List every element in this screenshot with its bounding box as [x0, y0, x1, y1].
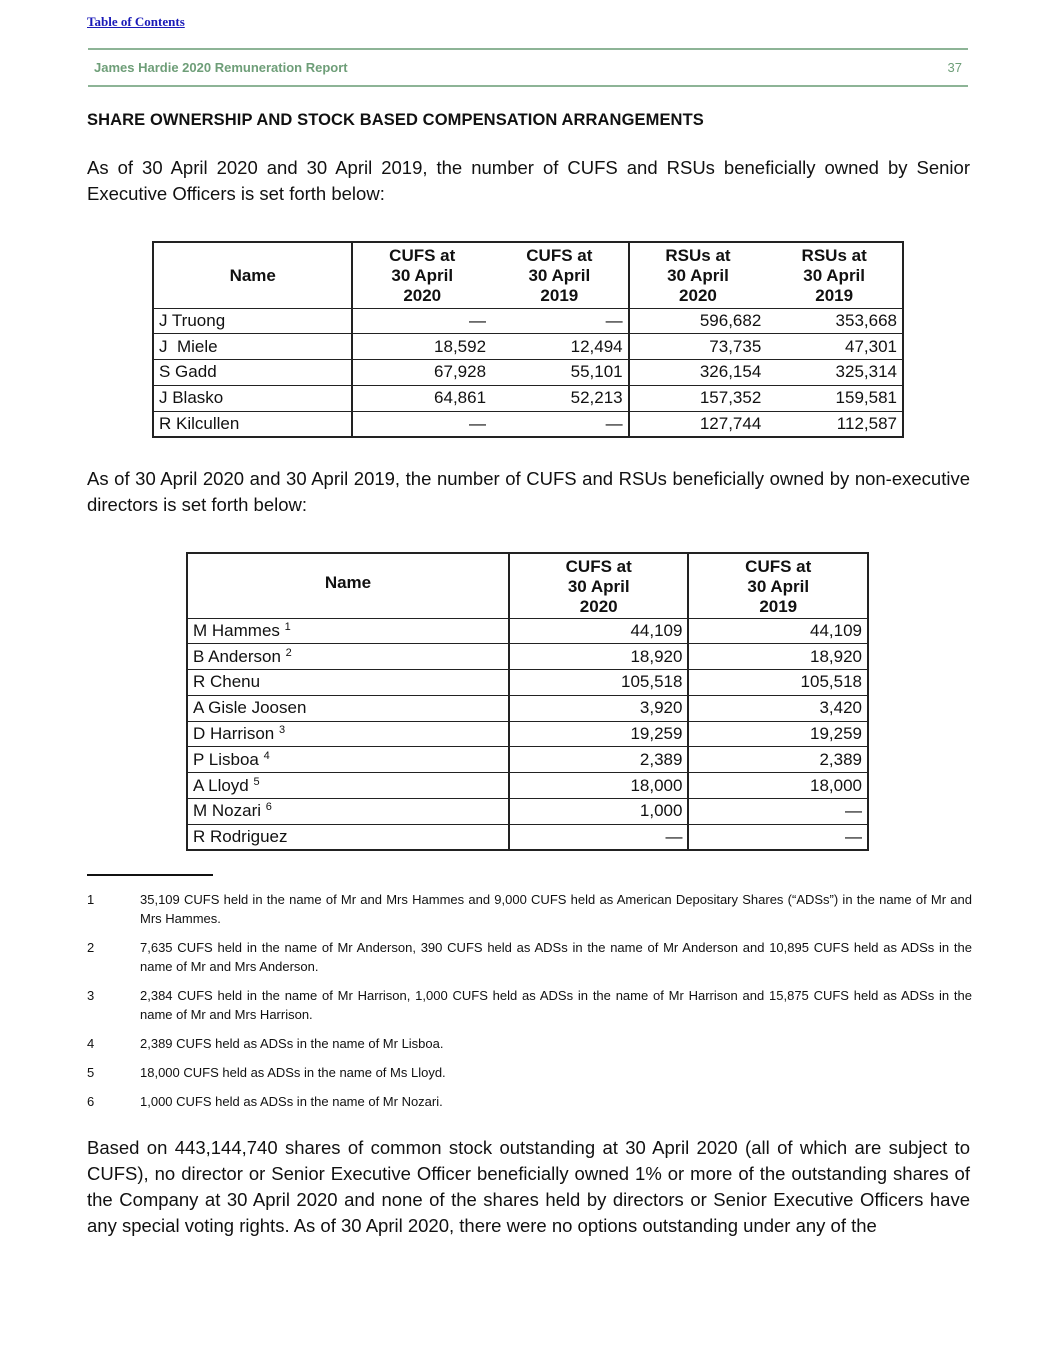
cell-cufs-2020: 2,389 [509, 747, 689, 773]
footnote-number: 1 [87, 892, 95, 907]
cell-name [187, 721, 509, 747]
cell-cufs-2019: 12,494 [491, 334, 629, 360]
footnote-reference: 5 [253, 775, 260, 788]
header-line: RSUs at [665, 246, 731, 266]
table-header-row [153, 242, 903, 308]
header-line: 2019 [815, 286, 854, 306]
cell-cufs-2019: — [688, 799, 868, 825]
footnote-number: 6 [87, 1094, 95, 1109]
header-line: 30 April [747, 576, 810, 596]
cell-cufs-2020: 18,000 [509, 773, 689, 799]
cell-cufs-2020: 3,920 [509, 695, 689, 721]
cell-name: R Kilcullen [153, 411, 352, 437]
table-row [153, 411, 903, 437]
footnote-number: 4 [87, 1036, 95, 1051]
header-line: 2020 [579, 596, 618, 616]
cell-cufs-2020: 105,518 [509, 670, 689, 696]
header-line: 30 April [391, 266, 454, 286]
footnote-text: 35,109 CUFS held in the name of Mr and Mrs Hammes and 9,000 CUFS held as American Depositary Shares (“ADSs”) in the name of Mr and Mrs Hammes. [140, 892, 972, 926]
cell-cufs-2019: 105,518 [688, 670, 868, 696]
header-name: Name [187, 553, 509, 618]
cell-cufs-2019: — [688, 824, 868, 850]
footnotes [87, 890, 972, 1121]
cell-name [187, 618, 509, 644]
header-rule-bottom [88, 85, 968, 87]
table-header-row [187, 553, 868, 618]
cell-name [187, 644, 509, 670]
directors-ownership-table [186, 552, 869, 851]
header-cufs-2020 [509, 553, 689, 618]
cell-cufs-2019: 44,109 [688, 618, 868, 644]
section-heading: SHARE OWNERSHIP AND STOCK BASED COMPENSATION ARRANGEMENTS [87, 111, 704, 129]
footnote-text: 1,000 CUFS held as ADSs in the name of Mr Nozari. [140, 1094, 443, 1109]
header-cufs-2019 [491, 242, 629, 308]
cell-cufs-2020: 67,928 [352, 360, 491, 386]
footnote-number: 2 [87, 940, 95, 955]
header-rsus-2019 [766, 242, 903, 308]
footnote-separator [87, 874, 213, 876]
table-row [153, 360, 903, 386]
table-row [153, 385, 903, 411]
cell-rsus-2020: 127,744 [629, 411, 767, 437]
header-cufs-2019 [688, 553, 868, 618]
footnote-reference: 1 [284, 620, 291, 633]
footnote [87, 986, 972, 1024]
footnote-text: 7,635 CUFS held in the name of Mr Anderson, 390 CUFS held as ADSs in the name of Mr Anderson and 10,895 CUFS held as ADSs in the name of Mr and Mrs Anderson. [140, 940, 972, 974]
table-row [153, 334, 903, 360]
cell-rsus-2020: 596,682 [629, 308, 767, 334]
report-title: James Hardie 2020 Remuneration Report [94, 60, 348, 75]
cell-rsus-2019: 325,314 [766, 360, 903, 386]
cell-cufs-2020: — [352, 308, 491, 334]
cell-rsus-2020: 326,154 [629, 360, 767, 386]
header-line: 2019 [759, 596, 798, 616]
header-line: 30 April [567, 576, 630, 596]
cell-rsus-2019: 47,301 [766, 334, 903, 360]
cell-cufs-2020: — [509, 824, 689, 850]
cell-rsus-2019: 112,587 [766, 411, 903, 437]
cell-rsus-2020: 157,352 [629, 385, 767, 411]
footnote-reference: 4 [263, 749, 270, 762]
director-name: A Lloyd [193, 775, 249, 795]
footnote [87, 1034, 972, 1053]
cell-cufs-2020: 1,000 [509, 799, 689, 825]
header-line: 2020 [679, 286, 717, 306]
header-line: RSUs at [801, 246, 867, 266]
footnote-number: 3 [87, 988, 95, 1003]
cell-name [187, 799, 509, 825]
director-name: R Rodriguez [193, 827, 288, 847]
table-row [187, 644, 868, 670]
header-line: CUFS at [745, 556, 812, 576]
cell-cufs-2019: — [491, 308, 629, 334]
director-name: P Lisboa [193, 749, 259, 769]
page-number: 37 [947, 60, 962, 75]
header-line: 2019 [540, 286, 579, 306]
cell-rsus-2020: 73,735 [629, 334, 767, 360]
closing-paragraph [87, 1135, 970, 1239]
cell-rsus-2019: 353,668 [766, 308, 903, 334]
footnote [87, 1092, 972, 1111]
cell-cufs-2019: 2,389 [688, 747, 868, 773]
director-name: M Nozari [193, 801, 262, 821]
cell-name: J Blasko [153, 385, 352, 411]
cell-cufs-2020: 19,259 [509, 721, 689, 747]
header-rsus-2020 [629, 242, 767, 308]
footnote-number: 5 [87, 1065, 95, 1080]
header-rule-top [88, 48, 968, 50]
cell-cufs-2020: 64,861 [352, 385, 491, 411]
cell-cufs-2019: 18,920 [688, 644, 868, 670]
cell-rsus-2019: 159,581 [766, 385, 903, 411]
footnote [87, 1063, 972, 1082]
closing-paragraph-text: Based on 443,144,740 shares of common stock outstanding at 30 April 2020 (all of which are subject to CUFS), no director or Senior Executive Officer beneficially owned 1% or more of the outstanding shares of the Company at 30 April 2020 and none of the shares held by directors or Senior Executive Officers have any special voting rights. As of 30 April 2020, there were no options outstanding under any of the [87, 1137, 970, 1236]
cell-name [187, 670, 509, 696]
table-row [187, 773, 868, 799]
footnote-reference: 3 [278, 724, 286, 737]
header-line: 30 April [528, 266, 591, 286]
table-row [187, 618, 868, 644]
table-row [187, 747, 868, 773]
cell-cufs-2019: 55,101 [491, 360, 629, 386]
cell-cufs-2020: 44,109 [509, 618, 689, 644]
intro-executives-paragraph: As of 30 April 2020 and 30 April 2019, the number of CUFS and RSUs beneficially owned by Senior Executive Officers is set forth below: [87, 157, 970, 204]
table-row [187, 670, 868, 696]
header-line: CUFS at [526, 246, 593, 266]
cell-cufs-2019: 18,000 [688, 773, 868, 799]
table-row [187, 695, 868, 721]
cell-name: J Miele [153, 334, 352, 360]
header-cufs-2020 [352, 242, 491, 308]
footnote-reference: 2 [285, 646, 292, 659]
header-line: CUFS at [389, 246, 456, 266]
footnote-text: 2,389 CUFS held as ADSs in the name of Mr Lisboa. [140, 1036, 444, 1051]
footnote [87, 938, 972, 976]
intro-directors-paragraph: As of 30 April 2020 and 30 April 2019, the number of CUFS and RSUs beneficially owned by non-executive directors is set forth below: [87, 468, 970, 515]
cell-cufs-2019: 3,420 [688, 695, 868, 721]
table-of-contents-link[interactable]: Table of Contents [87, 14, 185, 29]
table-row [187, 721, 868, 747]
header-line: 30 April [803, 266, 866, 286]
table-row [153, 308, 903, 334]
cell-cufs-2019: 19,259 [688, 721, 868, 747]
cell-cufs-2019: — [491, 411, 629, 437]
director-name: A Gisle Joosen [193, 698, 307, 718]
cell-name [187, 695, 509, 721]
table-row [187, 799, 868, 825]
table-row [187, 824, 868, 850]
cell-cufs-2019: 52,213 [491, 385, 629, 411]
cell-name: J Truong [153, 308, 352, 334]
executives-ownership-table [152, 241, 904, 438]
cell-name: S Gadd [153, 360, 352, 386]
footnote-text: 18,000 CUFS held as ADSs in the name of Ms Lloyd. [140, 1065, 446, 1080]
footnote-reference: 6 [265, 801, 272, 814]
director-name: M Hammes [193, 620, 280, 640]
header-line: 2020 [403, 286, 442, 306]
director-name: B Anderson [193, 646, 281, 666]
header-line: CUFS at [565, 556, 632, 576]
director-name: D Harrison [193, 724, 275, 744]
cell-name [187, 773, 509, 799]
footnote-text: 2,384 CUFS held in the name of Mr Harrison, 1,000 CUFS held as ADSs in the name of Mr Harrison and 15,875 CUFS held as ADSs in the name of Mr and Mrs Harrison. [140, 988, 972, 1022]
header-line: 30 April [667, 266, 729, 286]
cell-cufs-2020: 18,592 [352, 334, 491, 360]
cell-cufs-2020: — [352, 411, 491, 437]
footnote [87, 890, 972, 928]
director-name: R Chenu [193, 672, 261, 692]
cell-cufs-2020: 18,920 [509, 644, 689, 670]
cell-name [187, 824, 509, 850]
cell-name [187, 747, 509, 773]
header-name: Name [153, 242, 352, 308]
